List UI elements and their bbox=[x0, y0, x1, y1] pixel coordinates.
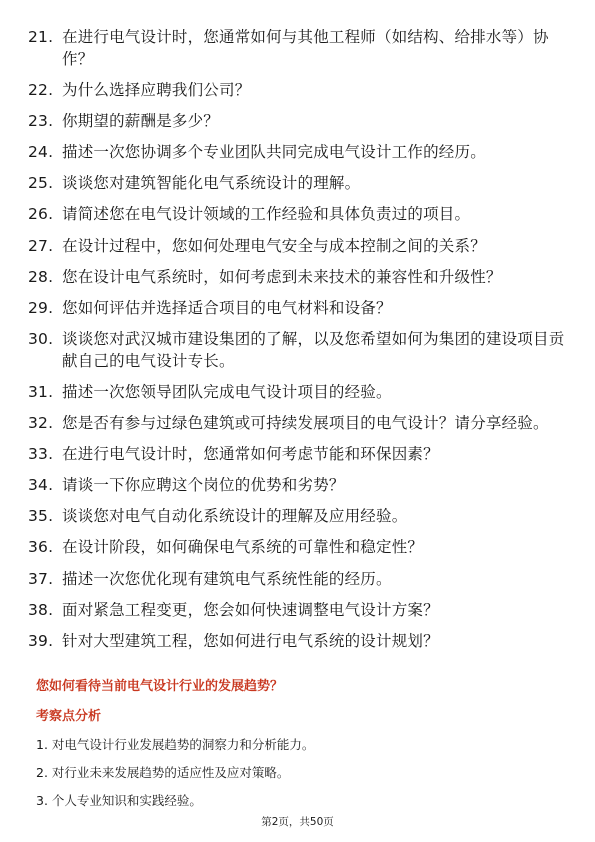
analysis-heading: 考察点分析 bbox=[36, 709, 102, 724]
question-number: 35. bbox=[28, 507, 54, 526]
question-item bbox=[28, 536, 568, 558]
question-item bbox=[28, 412, 568, 434]
question-number: 27. bbox=[28, 236, 54, 255]
question-item bbox=[28, 630, 568, 652]
question-number: 33. bbox=[28, 445, 54, 464]
page-footer: 第2页，共50页 bbox=[261, 816, 334, 828]
question-item bbox=[28, 297, 568, 319]
question-text: 谈谈您对电气自动化系统设计的理解及应用经验。 bbox=[62, 507, 408, 526]
question-number: 39. bbox=[28, 631, 54, 650]
question-item bbox=[28, 203, 568, 225]
question-number: 28. bbox=[28, 267, 54, 286]
question-item bbox=[28, 505, 568, 527]
analysis-list bbox=[36, 736, 556, 820]
question-item bbox=[28, 172, 568, 194]
question-item bbox=[28, 443, 568, 465]
question-item bbox=[28, 26, 568, 70]
question-item bbox=[28, 141, 568, 163]
question-text: 在设计阶段，如何确保电气系统的可靠性和稳定性？ bbox=[62, 538, 424, 557]
question-number: 36. bbox=[28, 538, 54, 557]
question-text: 您是否有参与过绿色建筑或可持续发展项目的电气设计？请分享经验。 bbox=[62, 414, 549, 433]
question-text: 请谈一下你应聘这个岗位的优势和劣势？ bbox=[62, 476, 345, 495]
question-text: 谈谈您对建筑智能化电气系统设计的理解。 bbox=[62, 174, 361, 193]
question-item bbox=[28, 328, 568, 372]
question-text: 谈谈您对武汉城市建设集团的了解，以及您希望如何为集团的建设项目贡献自己的电气设计专长。 bbox=[62, 329, 565, 370]
question-number: 26. bbox=[28, 205, 54, 224]
question-item bbox=[28, 474, 568, 496]
question-item bbox=[28, 381, 568, 403]
question-item bbox=[28, 266, 568, 288]
question-number: 24. bbox=[28, 143, 54, 162]
question-list bbox=[28, 26, 568, 661]
question-text: 描述一次您优化现有建筑电气系统性能的经历。 bbox=[62, 569, 392, 588]
question-text: 你期望的薪酬是多少？ bbox=[62, 112, 220, 131]
question-text: 您如何评估并选择适合项目的电气材料和设备？ bbox=[62, 298, 392, 317]
question-number: 32. bbox=[28, 414, 54, 433]
question-number: 34. bbox=[28, 476, 54, 495]
question-text: 针对大型建筑工程，您如何进行电气系统的设计规划？ bbox=[62, 631, 439, 650]
analysis-point: 2. 对行业未来发展趋势的适应性及应对策略。 bbox=[36, 765, 290, 780]
question-number: 29. bbox=[28, 298, 54, 317]
question-number: 23. bbox=[28, 112, 54, 131]
question-number: 25. bbox=[28, 174, 54, 193]
question-text: 面对紧急工程变更，您会如何快速调整电气设计方案？ bbox=[62, 600, 439, 619]
question-item bbox=[28, 79, 568, 101]
question-number: 38. bbox=[28, 600, 54, 619]
question-item bbox=[28, 110, 568, 132]
question-text: 请简述您在电气设计领域的工作经验和具体负责过的项目。 bbox=[62, 205, 471, 224]
question-number: 21. bbox=[28, 28, 54, 46]
question-item bbox=[28, 568, 568, 590]
question-item bbox=[28, 599, 568, 621]
question-text: 在设计过程中，您如何处理电气安全与成本控制之间的关系？ bbox=[62, 236, 486, 255]
analysis-point: 3. 个人专业知识和实践经验。 bbox=[36, 793, 202, 808]
featured-question-heading: 您如何看待当前电气设计行业的发展趋势？ bbox=[36, 679, 284, 694]
question-number: 30. bbox=[28, 329, 54, 348]
question-item bbox=[28, 235, 568, 257]
question-text: 描述一次您协调多个专业团队共同完成电气设计工作的经历。 bbox=[62, 143, 486, 162]
question-text: 您在设计电气系统时，如何考虑到未来技术的兼容性和升级性？ bbox=[62, 267, 502, 286]
question-text: 在进行电气设计时，您通常如何与其他工程师（如结构、给排水等）协作？ bbox=[62, 28, 549, 68]
question-text: 在进行电气设计时，您通常如何考虑节能和环保因素？ bbox=[62, 445, 439, 464]
question-number: 37. bbox=[28, 569, 54, 588]
analysis-point: 1. 对电气设计行业发展趋势的洞察力和分析能力。 bbox=[36, 737, 315, 752]
question-number: 31. bbox=[28, 382, 54, 401]
question-text: 为什么选择应聘我们公司？ bbox=[62, 81, 251, 100]
question-number: 22. bbox=[28, 81, 54, 100]
question-text: 描述一次您领导团队完成电气设计项目的经验。 bbox=[62, 382, 392, 401]
